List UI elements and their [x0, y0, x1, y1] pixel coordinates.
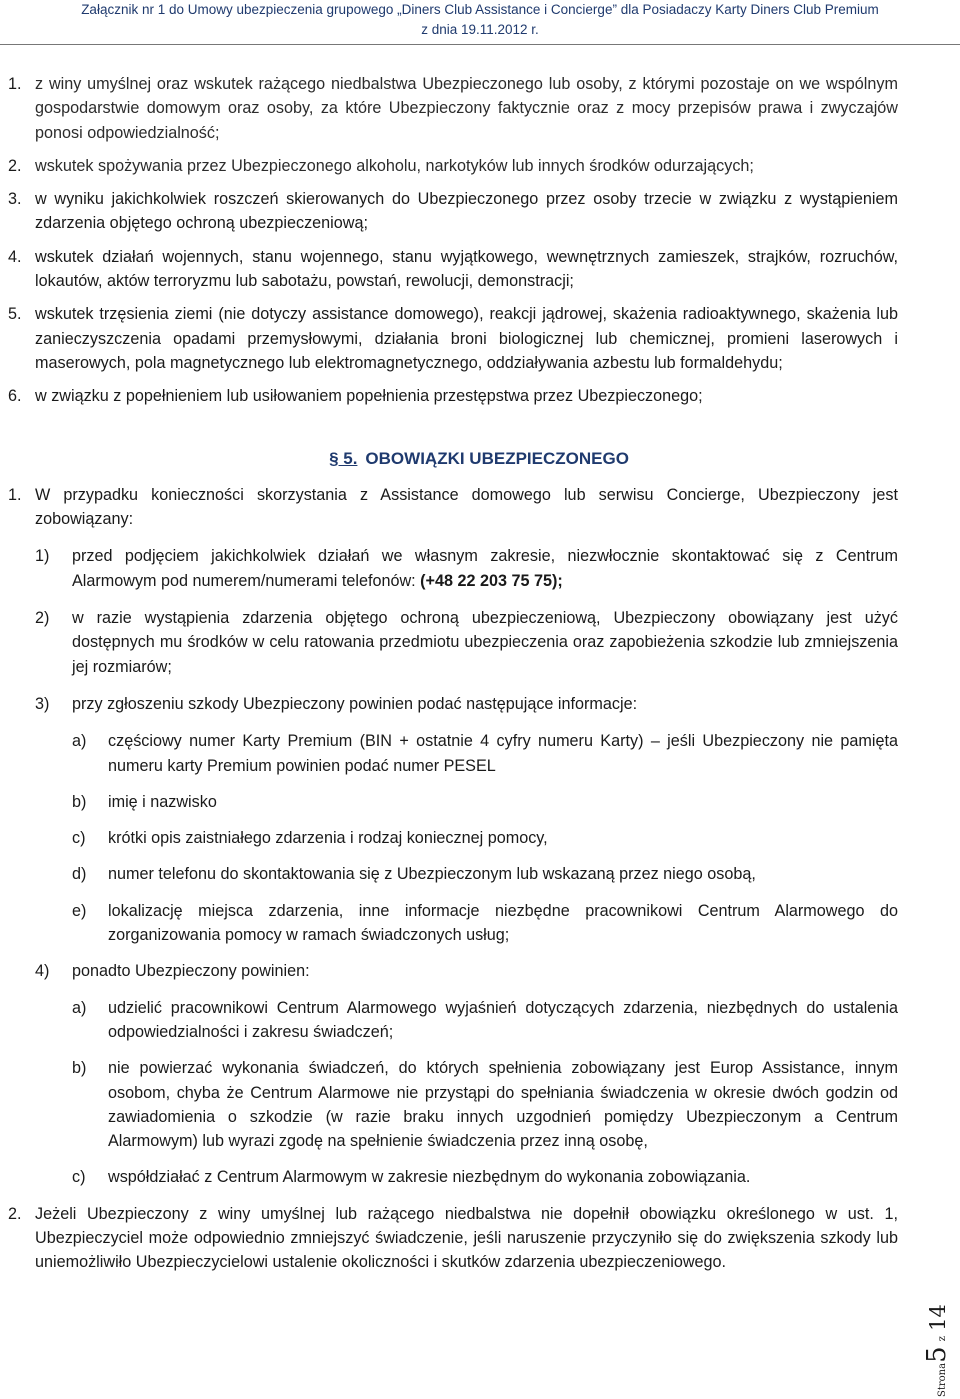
item-text: udzielić pracownikowi Centrum Alarmowego wyjaśnień dotyczących zdarzenia, niezbędnych do ustalenia odpowiedzialności i zakresu świadczeń;	[108, 998, 898, 1041]
section-title: OBOWIĄZKI UBEZPIECZONEGO	[365, 448, 629, 468]
item-text: w wyniku jakichkolwiek roszczeń skierowanych do Ubezpieczonego przez osoby trzecie w związku z wystąpieniem zdarzenia objętego ochroną ubezpieczeniową;	[35, 190, 898, 233]
duty-item	[0, 1165, 898, 1189]
info-item	[0, 899, 898, 948]
item-text: wskutek spożywania przez Ubezpieczonego alkoholu, narkotyków lub innych środków odurzających;	[35, 156, 754, 175]
item-number: 2.	[8, 1204, 22, 1223]
item-letter: e)	[72, 901, 87, 920]
item-text: w związku z popełnieniem lub usiłowaniem popełnienia przestępstwa przez Ubezpieczonego;	[35, 387, 703, 406]
section-number: § 5.	[329, 448, 358, 468]
exclusion-item	[0, 302, 898, 375]
item-text: wskutek trzęsienia ziemi (nie dotyczy assistance domowego), reakcji jądrowej, skażenia radioaktywnego, skażenia lub zanieczyszczenia opadami przemysłowymi, działania broni biologicznej lub chemicznej, promieni laserowych i maserowych, pola magnetycznego lub elektromagnetycznego, oddziaływania azbestu lub formaldehydu;	[35, 305, 898, 372]
item-number: 1)	[35, 547, 50, 566]
item-number: 2)	[35, 609, 50, 628]
obligation-sub-3	[0, 692, 898, 716]
document-header	[0, 0, 960, 40]
item-number: 6.	[8, 387, 22, 406]
item-text: ponadto Ubezpieczony powinien:	[72, 962, 310, 981]
item-text: Jeżeli Ubezpieczony z winy umyślnej lub rażącego niedbalstwa nie dopełnił obowiązku określonego w ust. 1, Ubezpieczyciel może odpowiednio zmniejszyć świadczenie, jeśli naruszenie przyczyniło się do zwiększenia szkody lub uniemożliwiło Ubezpieczycielowi ustalenie okoliczności i skutków zdarzenia ubezpieczeniowego.	[35, 1204, 898, 1272]
item-text: współdziałać z Centrum Alarmowym w zakresie niezbędnym do wykonania zobowiązania.	[108, 1168, 751, 1187]
header-line-2: z dnia 19.11.2012 r.	[421, 22, 539, 37]
item-text: częściowy numer Karty Premium (BIN + ostatnie 4 cyfry numeru Karty) – jeśli Ubezpieczony nie pamięta numeru karty Premium powinien podać numer PESEL	[108, 732, 898, 775]
header-line-1: Załącznik nr 1 do Umowy ubezpieczenia grupowego „Diners Club Assistance i Concierge” dla Posiadaczy Karty Diners Club Premium	[81, 2, 879, 17]
alarm-center-phone: (+48 22 203 75 75);	[420, 571, 563, 590]
exclusion-item	[0, 187, 898, 236]
item-letter: c)	[72, 829, 86, 848]
item-text: przy zgłoszeniu szkody Ubezpieczony powinien podać następujące informacje:	[72, 694, 638, 713]
item-text: wskutek działań wojennych, stanu wojennego, stanu wyjątkowego, wewnętrznych zamieszek, strajków, rozruchów, lokautów, aktów terroryzmu lub sabotażu, powstań, rewolucji, demonstracji;	[35, 247, 898, 291]
duty-item	[0, 1056, 898, 1153]
item-number: 5.	[8, 305, 22, 324]
page-footer	[922, 1277, 954, 1397]
item-letter: d)	[72, 865, 87, 884]
item-text: imię i nazwisko	[108, 792, 217, 811]
item-text: numer telefonu do skontaktowania się z Ubezpieczonym lub wskazaną przez niego osobą,	[108, 865, 756, 884]
item-text: z winy umyślnej oraz wskutek rażącego niedbalstwa Ubezpieczonego lub osoby, z którymi pozostaje on we wspólnym gospodarstwie domowym oraz osoby, za które Ubezpieczony faktycznie oraz z mocy przepisów prawa i zwyczajów ponosi odpowiedzialność;	[35, 75, 898, 142]
exclusion-item	[0, 384, 898, 408]
page-total: 14	[926, 1304, 950, 1331]
item-letter: c)	[72, 1168, 86, 1187]
obligation-sub-1	[0, 544, 898, 593]
item-number: 1.	[8, 485, 22, 504]
section-heading	[0, 447, 898, 471]
item-number: 3)	[35, 694, 50, 713]
obligation-sub-2	[0, 606, 898, 679]
exclusion-item	[0, 154, 898, 178]
page-label: Strona	[937, 1362, 948, 1397]
info-item	[0, 790, 898, 814]
item-text: lokalizację miejsca zdarzenia, inne informacje niezbędne pracownikowi Centrum Alarmowego do zorganizowania pomocy w ramach świadczonych usług;	[108, 901, 898, 945]
item-letter: a)	[72, 732, 87, 751]
page-number-vertical	[922, 1304, 952, 1397]
item-text: nie powierzać wykonania świadczeń, do których spełnienia zobowiązany jest Europ Assistance, innym osobom, chyba że Centrum Alarmowe nie przystąpi do spełniania świadczenia w okresie dwóch godzin od zawiadomienia o szkodzie (w razie braku innych uzgodnień pomiędzy Ubezpieczonym a Centrum Alarmowym) lub wyrazi zgodę na spełnienie świadczenia przez inną osobę,	[108, 1059, 898, 1151]
duty-item	[0, 996, 898, 1045]
item-letter: b)	[72, 1059, 87, 1078]
info-item	[0, 729, 898, 778]
info-item	[0, 862, 898, 886]
page-current: 5	[922, 1346, 952, 1363]
item-letter: b)	[72, 792, 87, 811]
obligation-paragraph-1	[0, 483, 898, 532]
item-text: krótki opis zaistniałego zdarzenia i rodzaj koniecznej pomocy,	[108, 829, 548, 848]
header-rule	[0, 44, 960, 45]
exclusion-item	[0, 72, 898, 145]
item-text: przed podjęciem jakichkolwiek działań we własnym zakresie, niezwłocznie skontaktować się z Centrum Alarmowym pod numerem/numerami telefonów:	[72, 547, 898, 590]
item-number: 1.	[8, 75, 22, 93]
exclusion-item	[0, 245, 898, 294]
item-number: 2.	[8, 156, 22, 175]
item-number: 4.	[8, 247, 22, 266]
item-text: W przypadku konieczności skorzystania z Assistance domowego lub serwisu Concierge, Ubezpieczony jest zobowiązany:	[35, 485, 898, 529]
page-content	[0, 72, 898, 1275]
obligation-sub-4	[0, 959, 898, 983]
info-item	[0, 826, 898, 850]
obligation-paragraph-2	[0, 1202, 898, 1275]
item-text: w razie wystąpienia zdarzenia objętego ochroną ubezpieczeniową, Ubezpieczony obowiązany jest użyć dostępnych mu środków w celu ratowania przedmiotu ubezpieczenia oraz zapobieżenia szkodzie lub zmniejszenia jej rozmiarów;	[72, 609, 898, 676]
item-number: 4)	[35, 962, 50, 981]
item-number: 3.	[8, 190, 22, 209]
page-separator: z	[937, 1336, 948, 1342]
item-letter: a)	[72, 998, 87, 1017]
